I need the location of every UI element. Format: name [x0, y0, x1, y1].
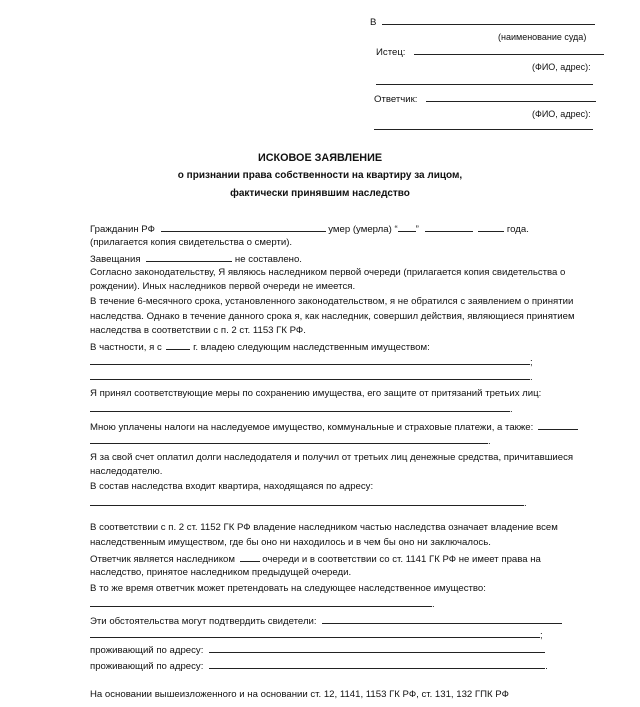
queue-blank[interactable] [240, 552, 260, 562]
will-status: не составлено. [234, 254, 302, 265]
para-term-2: наследства. Однако в течение данного срока я, как наследник, совершил действия, являющиеся принятием [90, 311, 575, 322]
defendant-label: Ответчик: [374, 94, 418, 105]
defendant-line [374, 92, 596, 106]
preservation-blank[interactable] [90, 402, 510, 412]
property-blank-1[interactable] [90, 355, 530, 365]
witness-2-address-blank[interactable] [209, 659, 545, 669]
property-line-2 [90, 370, 533, 384]
defendant-claims-blank[interactable] [90, 597, 432, 607]
apartment-address-line [90, 496, 527, 510]
defendant-heir-text: Ответчик является наследником [90, 554, 235, 565]
witness-1-address-line [90, 643, 545, 657]
possession-line [90, 340, 430, 354]
preservation-line [90, 402, 513, 416]
period: . [545, 661, 548, 672]
apartment-address-blank[interactable] [90, 496, 524, 506]
para-apartment: В состав наследства входит квартира, находящаяся по адресу: [90, 481, 374, 492]
deceased-line [90, 222, 529, 236]
para-heir-2: рождении). Иных наследников первой очереди не имеется. [90, 281, 356, 292]
will-label: Завещания [90, 254, 141, 265]
will-blank[interactable] [146, 252, 232, 262]
document-subtitle-1: о признании права собственности на квартиру за лицом, [177, 170, 463, 181]
document-subtitle-2: фактически принявшим наследство [230, 188, 410, 199]
defendant-heir-line [90, 552, 541, 566]
defendant-extra-line [374, 120, 593, 134]
para-preservation: Я принял соответствующие меры по сохранению имущества, его защите от притязаний третьих лиц: [90, 388, 542, 399]
witnesses-text: Эти обстоятельства могут подтвердить свидетели: [90, 616, 317, 627]
para-legal-basis: На основании вышеизложенного и на основании ст. 12, 1141, 1153 ГК РФ, ст. 131, 132 ГПК РФ [90, 689, 509, 700]
document-title: ИСКОВОЕ ЗАЯВЛЕНИЕ [257, 152, 383, 164]
court-name-blank[interactable] [382, 15, 595, 25]
witness-1-address-label: проживающий по адресу: [90, 645, 204, 656]
quote-close: ” [415, 224, 419, 235]
death-certificate-note: (прилагается копия свидетельства о смерти). [90, 237, 293, 248]
property-line-1 [90, 355, 533, 369]
para-ownership-1: В соответствии с п. 2 ст. 1152 ГК РФ владение наследником частью наследства означает владение всем [90, 522, 558, 533]
defendant-blank[interactable] [426, 92, 596, 102]
death-year-blank[interactable] [478, 222, 504, 232]
defendant-address-blank[interactable] [374, 120, 593, 130]
death-day-blank[interactable] [398, 222, 416, 232]
defendant-claims-line [90, 597, 435, 611]
para-heir-1: Согласно законодательству, Я являюсь наследником первой очереди (прилагается копия свидетельства о [90, 267, 566, 278]
taxes-blank-2[interactable] [90, 434, 488, 444]
para-debts-2: наследодателю. [90, 466, 163, 477]
taxes-line-2 [90, 434, 491, 448]
para-ownership-2: наследственным имуществом, где бы оно ни находилось и в чем бы оно ни заключалось. [90, 537, 491, 548]
witness-2-address-line [90, 659, 548, 673]
possession-date-blank[interactable] [166, 340, 190, 350]
witness-2-address-label: проживающий по адресу: [90, 661, 204, 672]
death-month-blank[interactable] [425, 222, 473, 232]
witness-1-blank[interactable] [322, 614, 562, 624]
witnesses-line [90, 614, 562, 628]
court-caption: (наименование суда) [498, 32, 587, 42]
semicolon: ; [530, 357, 533, 368]
para-debts-1: Я за свой счет оплатил долги наследодателя и получил от третьих лиц денежные средства, причитавшиеся [90, 452, 574, 463]
para-term-1: В течение 6-месячного срока, установленного законодательством, я не обратился с заявлением о принятии [90, 296, 574, 307]
deceased-name-blank[interactable] [161, 222, 326, 232]
period: . [524, 498, 527, 509]
plaintiff-address-blank[interactable] [376, 75, 593, 85]
witness-1-address-blank[interactable] [209, 643, 545, 653]
property-blank-2[interactable] [90, 370, 530, 380]
para-term-3: наследства в соответствии с п. 2 ст. 1153 ГК РФ. [90, 325, 306, 336]
taxes-text: Мною уплачены налоги на наследуемое имущество, коммунальные и страховые платежи, а также: [90, 422, 534, 433]
court-prefix: В [370, 17, 377, 28]
plaintiff-blank[interactable] [414, 45, 604, 55]
semicolon: ; [540, 630, 543, 641]
died-label: умер (умерла) “ [328, 224, 398, 235]
period: . [488, 436, 491, 447]
defendant-caption: (ФИО, адрес): [532, 109, 591, 119]
taxes-blank-1[interactable] [538, 420, 578, 430]
witness-1-name-blank[interactable] [90, 628, 540, 638]
plaintiff-extra-line [376, 75, 593, 89]
period: . [432, 599, 435, 610]
plaintiff-line [376, 45, 604, 59]
witness-1-line-2 [90, 628, 543, 642]
taxes-line [90, 420, 578, 434]
para-prior-queue: наследство, принятое наследником предыдущей очереди. [90, 567, 352, 578]
plaintiff-label: Истец: [376, 47, 406, 58]
plaintiff-caption: (ФИО, адрес): [532, 62, 591, 72]
citizen-label: Гражданин РФ [90, 224, 155, 235]
will-line [90, 252, 302, 266]
period: . [510, 404, 513, 415]
possession-label: В частности, я с [90, 342, 162, 353]
defendant-heir-text-2: очереди и в соответствии со ст. 1141 ГК РФ не имеет права на [262, 554, 541, 565]
possession-text: г. владею следующим наследственным имуществом: [193, 342, 430, 353]
court-line [370, 15, 595, 29]
defendant-claims-text: В то же время ответчик может претендовать на следующее наследственное имущество: [90, 583, 486, 594]
year-label: года. [506, 224, 529, 235]
period: . [530, 372, 533, 383]
